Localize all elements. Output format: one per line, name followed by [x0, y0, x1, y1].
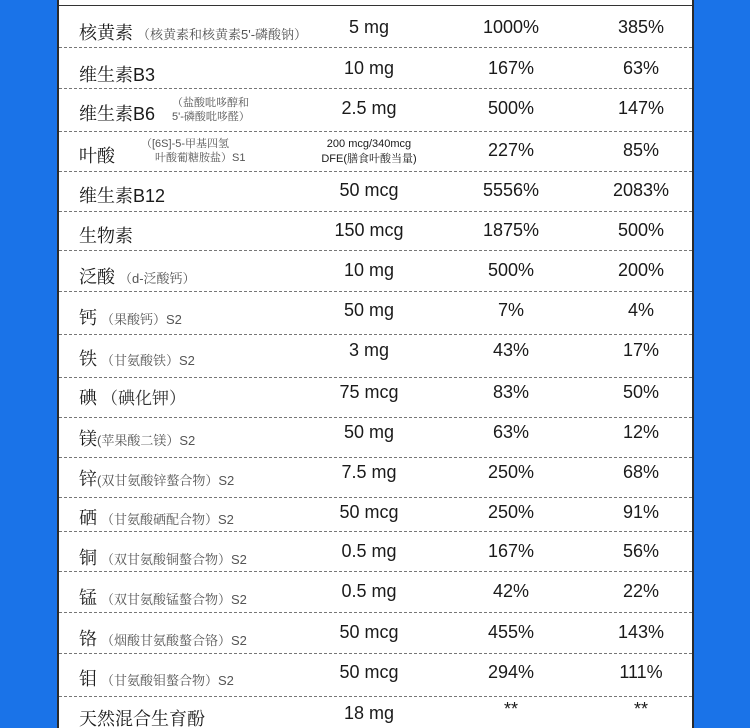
- percent-cell-2: 500%: [617, 220, 665, 240]
- nutrient-source: （核黄素和核黄素5'-磷酸钠）: [137, 27, 308, 42]
- nutrient-name: [79, 182, 165, 208]
- percent-cell-2: 147%: [617, 98, 665, 118]
- percent-cell-2: 17%: [622, 340, 660, 360]
- amount-cell: 3 mg: [348, 340, 390, 360]
- amount-line2: DFE(膳食叶酸当量): [321, 153, 417, 165]
- percent-cell-2: 22%: [622, 581, 660, 601]
- table-row: [59, 251, 692, 292]
- amount-cell: 50 mcg: [339, 622, 399, 642]
- nutrient-label: 天然混合生育酚: [79, 709, 205, 728]
- nutrient-name: [79, 19, 307, 45]
- nutrient-name: [79, 100, 155, 126]
- nutrient-source: （甘氨酸铁）S2: [101, 353, 195, 368]
- nutrient-name: [79, 61, 155, 87]
- percent-cell-2: 385%: [617, 17, 665, 37]
- nutrient-source: （d-泛酸钙）: [119, 271, 196, 286]
- nutrient-name: [79, 705, 205, 728]
- percent-cell-1: 7%: [497, 300, 524, 320]
- nutrient-source-line1: （盐酸吡哆醇和: [172, 97, 249, 109]
- amount-cell: 50 mg: [343, 422, 395, 442]
- percent-cell-1: 250%: [487, 502, 535, 522]
- table-row: [59, 572, 692, 613]
- nutrient-label: 生物素: [79, 226, 133, 246]
- table-row: [59, 498, 692, 532]
- nutrition-table: [57, 0, 694, 728]
- amount-cell: 50 mcg: [339, 662, 399, 682]
- nutrient-name: [79, 465, 234, 491]
- percent-cell-1: 167%: [487, 541, 535, 561]
- nutrient-label: 锌: [79, 469, 97, 489]
- percent-cell-2: 111%: [619, 662, 663, 682]
- amount-cell: [309, 137, 429, 167]
- percent-cell-1: 83%: [492, 382, 530, 402]
- percent-cell-1: 63%: [492, 422, 530, 442]
- table-row: [59, 418, 692, 458]
- percent-cell-1: 5556%: [482, 180, 540, 200]
- nutrient-label: 锰: [79, 588, 97, 608]
- nutrient-label: 维生素B6: [79, 104, 156, 124]
- amount-cell: 50 mcg: [339, 502, 399, 522]
- nutrient-name: [79, 665, 234, 691]
- nutrient-source: （甘氨酸硒配合物）S2: [101, 512, 234, 527]
- nutrient-name: [79, 142, 115, 168]
- percent-cell-1: 43%: [492, 340, 530, 360]
- percent-cell-1: 42%: [492, 581, 530, 601]
- nutrient-label: 镁: [79, 429, 97, 449]
- nutrient-label: 铜: [79, 548, 97, 568]
- percent-cell-1: 1875%: [482, 220, 540, 240]
- table-row: [59, 6, 692, 48]
- nutrient-label: 叶酸: [79, 146, 115, 166]
- percent-cell-1: 250%: [487, 462, 535, 482]
- table-row: [59, 132, 692, 172]
- percent-cell-2: 2083%: [612, 180, 670, 200]
- nutrient-name: [79, 425, 195, 451]
- nutrient-name: [79, 384, 186, 410]
- nutrient-name: [79, 345, 195, 371]
- nutrient-label: 钼: [79, 669, 97, 689]
- amount-cell: 50 mg: [343, 300, 395, 320]
- percent-cell-1: 500%: [487, 260, 535, 280]
- percent-cell-2: 85%: [622, 140, 660, 160]
- nutrient-source: （碘化钾）: [101, 389, 186, 408]
- amount-cell: 5 mg: [348, 17, 390, 37]
- amount-cell: 150 mcg: [334, 220, 404, 240]
- nutrient-label: 铬: [79, 629, 97, 649]
- nutrient-source-line2: 5'-磷酸吡哆醛）: [172, 111, 250, 123]
- nutrient-source-line2: 叶酸葡糖胺盐）S1: [155, 152, 246, 164]
- nutrient-label: 核黄素: [79, 23, 133, 43]
- amount-cell: 2.5 mg: [341, 98, 397, 118]
- nutrient-label: 维生素B12: [79, 186, 166, 206]
- percent-cell-2: 68%: [622, 462, 660, 482]
- nutrient-label: 维生素B3: [79, 65, 156, 85]
- amount-cell: 0.5 mg: [341, 541, 397, 561]
- table-row: [59, 335, 692, 378]
- percent-cell-2: 91%: [622, 502, 660, 522]
- amount-line1: 200 mcg/340mcg: [326, 138, 412, 150]
- nutrient-label: 碘: [79, 388, 97, 408]
- nutrient-source: （甘氨酸钼螯合物）S2: [101, 673, 234, 688]
- percent-cell-1: 1000%: [482, 17, 540, 37]
- table-row: [59, 89, 692, 132]
- nutrient-source: （果酸钙）S2: [101, 312, 182, 327]
- percent-cell-2: 4%: [627, 300, 654, 320]
- percent-cell-2: 63%: [622, 58, 660, 78]
- table-row: [59, 172, 692, 212]
- table-row: [59, 613, 692, 654]
- nutrient-name: [79, 544, 247, 570]
- nutrient-label: 泛酸: [79, 267, 115, 287]
- percent-cell-1: 455%: [487, 622, 535, 642]
- percent-cell-2: 143%: [617, 622, 665, 642]
- nutrient-name: [79, 504, 234, 530]
- percent-cell-2: 12%: [622, 422, 660, 442]
- amount-cell: 75 mcg: [339, 382, 399, 402]
- nutrient-source: (苹果酸二镁）S2: [97, 433, 196, 448]
- nutrient-name: [79, 304, 182, 330]
- nutrient-source: （烟酸甘氨酸螯合铬）S2: [101, 633, 247, 648]
- nutrient-label: 铁: [79, 349, 97, 369]
- nutrient-source-line1: （[6S]-5-甲基四氢: [141, 138, 230, 150]
- table-row: [59, 458, 692, 498]
- table-row: [59, 212, 692, 251]
- nutrient-label: 钙: [79, 308, 97, 328]
- percent-cell-1: 294%: [487, 662, 535, 682]
- nutrient-label: 硒: [79, 508, 97, 528]
- nutrient-source: （双甘氨酸锰螯合物）S2: [101, 592, 247, 607]
- nutrient-name: [79, 584, 247, 610]
- percent-cell-1: 227%: [487, 140, 535, 160]
- table-row: [59, 292, 692, 335]
- nutrient-source: (双甘氨酸锌螯合物）S2: [97, 473, 235, 488]
- amount-cell: 50 mcg: [339, 180, 399, 200]
- amount-cell: 18 mg: [343, 703, 395, 723]
- table-row: [59, 532, 692, 572]
- table-row: [59, 654, 692, 697]
- percent-cell-2: **: [633, 699, 648, 719]
- amount-cell: 10 mg: [343, 260, 395, 280]
- table-row: [59, 378, 692, 418]
- amount-cell: 7.5 mg: [341, 462, 397, 482]
- percent-cell-2: 56%: [622, 541, 660, 561]
- amount-cell: 0.5 mg: [341, 581, 397, 601]
- table-row: [59, 48, 692, 89]
- nutrient-name: [79, 625, 247, 651]
- nutrient-source: [141, 137, 245, 165]
- table-row: [59, 697, 692, 728]
- percent-cell-1: **: [503, 699, 518, 719]
- percent-cell-1: 167%: [487, 58, 535, 78]
- nutrient-source: [172, 96, 250, 124]
- percent-cell-2: 50%: [622, 382, 660, 402]
- nutrient-source: （双甘氨酸铜螯合物）S2: [101, 552, 247, 567]
- percent-cell-1: 500%: [487, 98, 535, 118]
- percent-cell-2: 200%: [617, 260, 665, 280]
- nutrient-name: [79, 222, 133, 248]
- amount-cell: 10 mg: [343, 58, 395, 78]
- nutrient-name: [79, 263, 196, 289]
